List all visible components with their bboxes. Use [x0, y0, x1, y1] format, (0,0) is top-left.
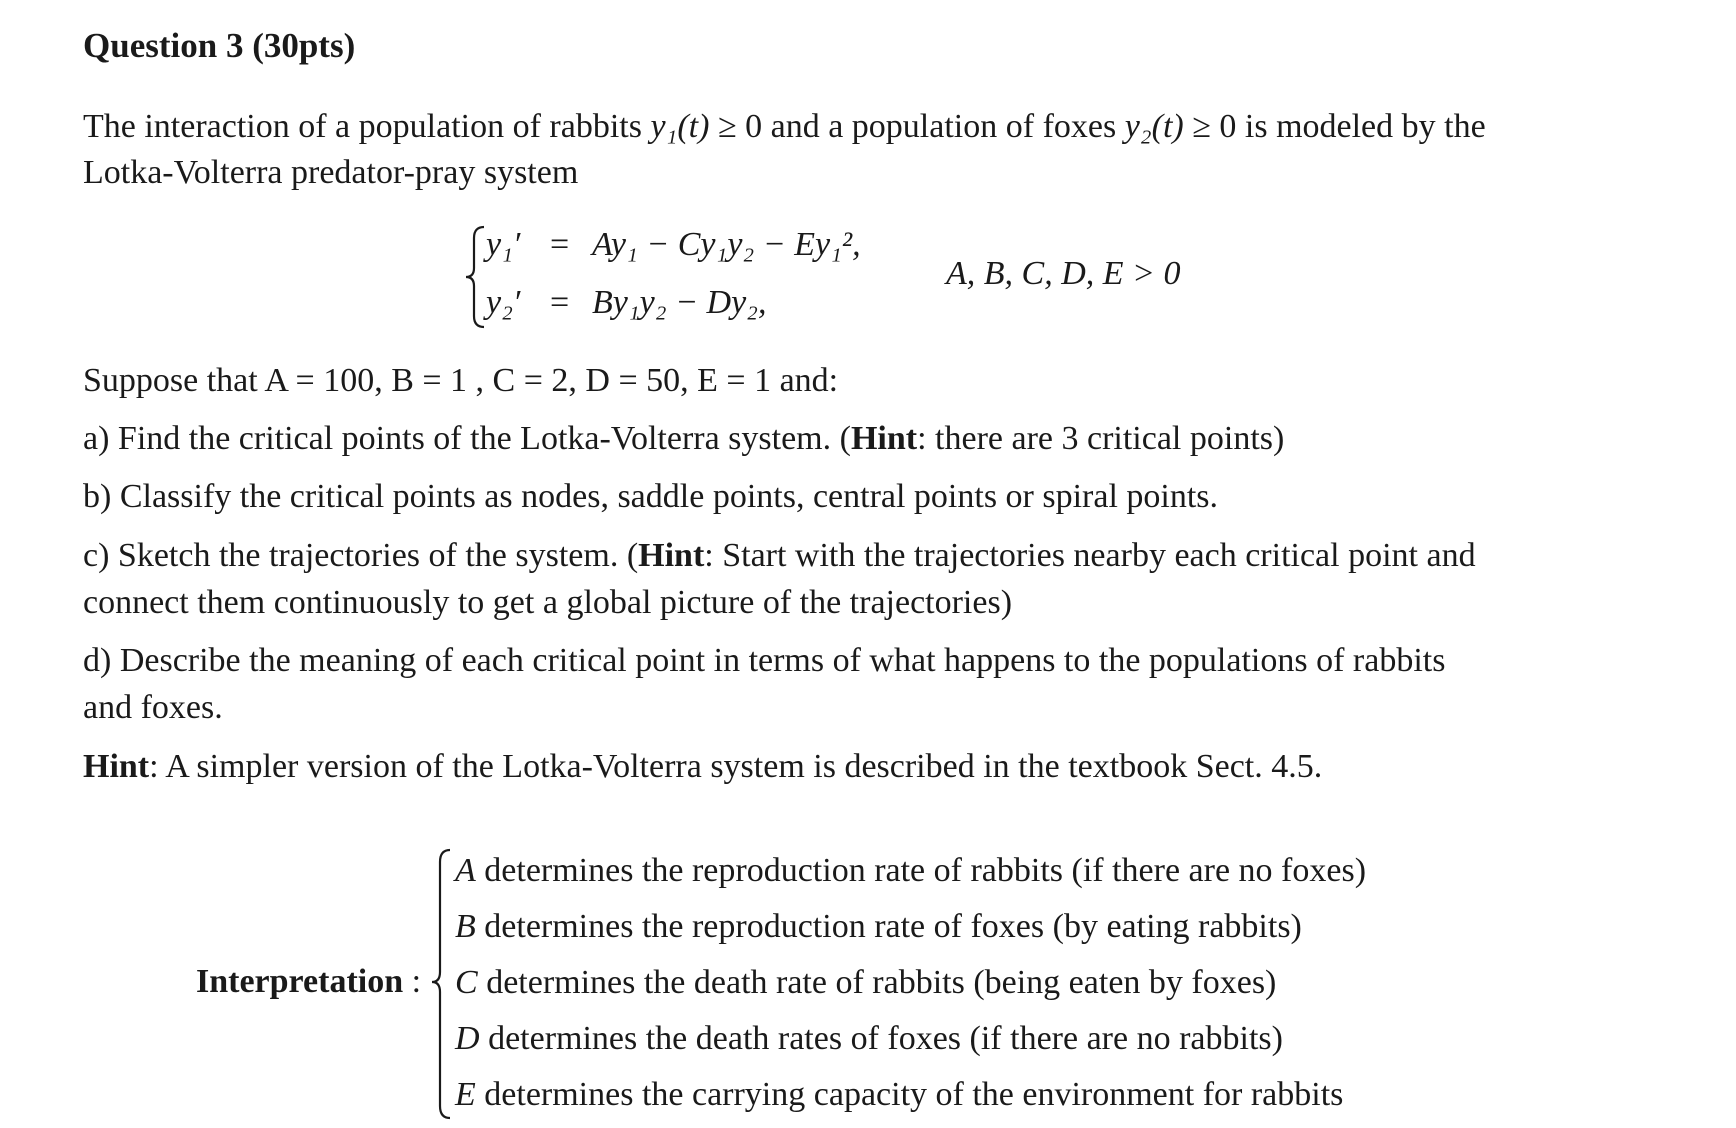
param-description: determines the reproduction rate of foxes (by eating rabbits)	[475, 908, 1302, 945]
intro-text: ≥ 0 is modeled by the	[1183, 108, 1486, 145]
eq1-equals: =	[550, 226, 570, 263]
part-a-text: a) Find the critical points of the Lotka-Volterra system. (	[83, 420, 851, 457]
rabbit-population-symbol: y₁(t)	[650, 108, 710, 145]
param-symbol: A	[455, 852, 476, 889]
interpretation-item-a	[455, 852, 1366, 890]
interpretation-item-c	[455, 964, 1276, 1002]
interpretation-item-b	[455, 908, 1302, 946]
part-c-text: : Start with the trajectories nearby each critical point and	[704, 537, 1476, 574]
question-title: Question 3 (30pts)	[83, 26, 356, 65]
part-c-text: c) Sketch the trajectories of the system. (	[83, 537, 639, 574]
intro-text: ≥ 0 and a population of foxes	[709, 108, 1125, 145]
hint-label: Hint	[850, 420, 918, 457]
param-description: determines the carrying capacity of the environment for rabbits	[475, 1076, 1344, 1113]
eq1-lhs: y₁′	[486, 226, 521, 263]
eq2-lhs: y₂′	[486, 284, 521, 321]
positivity-condition: A, B, C, D, E > 0	[946, 255, 1181, 292]
hint-line	[83, 748, 1322, 786]
interpretation-item-e	[455, 1076, 1343, 1114]
param-description: determines the reproduction rate of rabbits (if there are no foxes)	[475, 852, 1367, 889]
part-a-text: : there are 3 critical points)	[917, 420, 1285, 457]
param-symbol: C	[455, 964, 478, 1001]
param-description: determines the death rates of foxes (if there are no rabbits)	[479, 1020, 1283, 1057]
param-symbol: B	[455, 908, 476, 945]
eq2-equals: =	[550, 284, 570, 321]
interpretation-colon: :	[403, 963, 422, 1000]
param-symbol: D	[455, 1020, 480, 1057]
part-c-line-2: connect them continuously to get a global picture of the trajectories)	[83, 584, 1013, 621]
interpretation-label	[196, 963, 421, 1001]
param-description: determines the death rate of rabbits (being eaten by foxes)	[477, 964, 1277, 1001]
eq2-rhs: By₁y₂ − Dy₂,	[592, 284, 767, 321]
intro-text: The interaction of a population of rabbits	[83, 108, 651, 145]
hint-label: Hint	[83, 748, 150, 785]
fox-population-symbol: y₂(t)	[1124, 108, 1184, 145]
part-a	[83, 420, 1284, 458]
interpretation-item-d	[455, 1020, 1283, 1058]
intro-line-1	[83, 108, 1486, 146]
hint-text: : A simpler version of the Lotka-Volterra system is described in the textbook Sect. 4.5.	[149, 748, 1323, 785]
part-c-line-1	[83, 537, 1476, 575]
part-d-line-1: d) Describe the meaning of each critical point in terms of what happens to the populations of rabbits	[83, 642, 1446, 679]
hint-label: Hint	[638, 537, 705, 574]
param-symbol: E	[455, 1076, 476, 1113]
interpretation-title: Interpretation	[196, 963, 404, 1000]
interpretation-brace	[430, 848, 454, 1120]
part-d-line-2: and foxes.	[83, 689, 223, 726]
suppose-line: Suppose that A = 100, B = 1 , C = 2, D = 50, E = 1 and:	[83, 362, 839, 399]
intro-line-2: Lotka-Volterra predator-pray system	[83, 154, 579, 191]
eq1-rhs: Ay₁ − Cy₁y₂ − Ey₁²,	[592, 226, 861, 263]
part-b: b) Classify the critical points as nodes, saddle points, central points or spiral points.	[83, 478, 1219, 515]
